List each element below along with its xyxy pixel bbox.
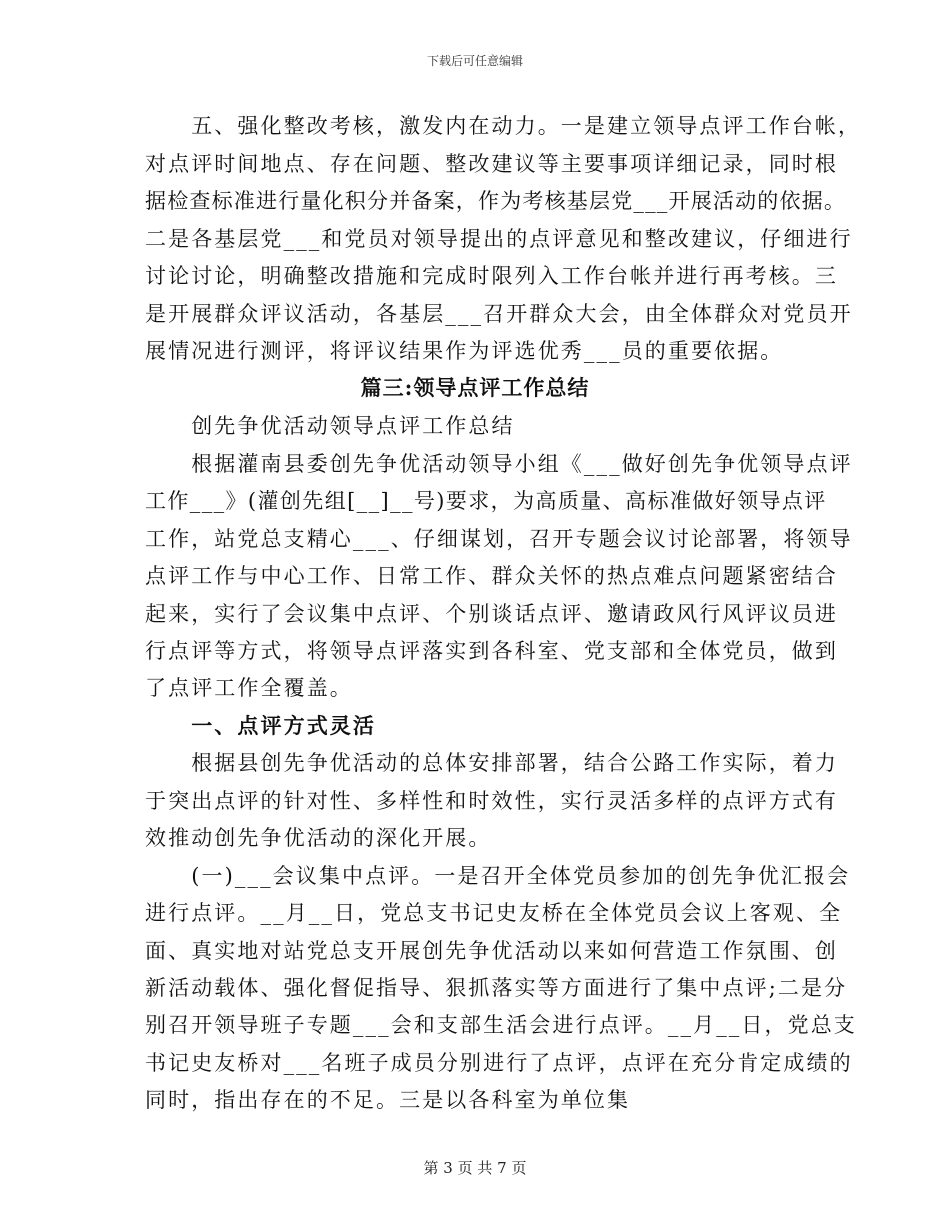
paragraph-line: 行点评等方式，将领导点评落实到各科室、党支部和全体党员，做到	[145, 639, 838, 663]
paragraph-line: 二是各基层党___和党员对领导提出的点评意见和整改建议，仔细进行	[145, 227, 853, 251]
page-header: 下载后可任意编辑	[426, 54, 523, 68]
paragraph-line: 五、强化整改考核，激发内在动力。一是建立领导点评工作台帐，	[145, 114, 862, 138]
paragraph-line: 对点评时间地点、存在问题、整改建议等主要事项详细记录，同时根	[145, 152, 838, 176]
paragraph-line: 据检查标准进行量化积分并备案，作为考核基层党___开展活动的依据。	[145, 189, 847, 213]
paragraph-line: 进行点评。__月__日，党总支书记史友桥在全体党员会议上客观、全	[145, 901, 843, 925]
paragraph-line: 点评工作与中心工作、日常工作、群众关怀的热点难点问题紧密结合	[145, 564, 838, 588]
paragraph-line: 讨论讨论，明确整改措施和完成时限列入工作台帐并进行再考核。三	[145, 264, 838, 288]
paragraph-line: 工作，站党总支精心___、仔细谋划，召开专题会议讨论部署，将领导	[145, 527, 853, 551]
paragraph-line: 工作___》(灌创先组[__]__号)要求，为高质量、高标准做好领导点评	[145, 489, 827, 513]
paragraph-line: 书记史友桥对___名班子成员分别进行了点评，点评在充分肯定成绩的	[145, 1051, 853, 1075]
section-title: 篇三:领导点评工作总结	[360, 375, 590, 400]
subsection-heading: 一、点评方式灵活	[145, 713, 376, 738]
paragraph-line: 了点评工作全覆盖。	[145, 676, 353, 700]
paragraph-line: 效推动创先争优活动的深化开展。	[145, 826, 492, 850]
paragraph-line: 根据灌南县委创先争优活动领导小组《___做好创先争优领导点评	[145, 452, 853, 476]
paragraph-line: 于突出点评的针对性、多样性和时效性，实行灵活多样的点评方式有	[145, 789, 838, 813]
article-title: 创先争优活动领导点评工作总结	[145, 414, 515, 438]
paragraph-line: 别召开领导班子专题___会和支部生活会进行点评。__月__日，党总支	[145, 1013, 857, 1037]
page-number: 第 3 页 共 7 页	[423, 1159, 527, 1177]
paragraph-line: 新活动载体、强化督促指导、狠抓落实等方面进行了集中点评;二是分	[145, 976, 848, 1000]
paragraph-line: 起来，实行了会议集中点评、个别谈话点评、邀请政风行风评议员进	[145, 602, 838, 626]
paragraph-line: 是开展群众评议活动，各基层___召开群众大会，由全体群众对党员开	[145, 302, 853, 326]
paragraph-line: (一)___会议集中点评。一是召开全体党员参加的创先争优汇报会	[145, 864, 851, 888]
paragraph-line: 根据县创先争优活动的总体安排部署，结合公路工作实际，着力	[145, 751, 838, 775]
paragraph-line: 展情况进行测评，将评议结果作为评选优秀___员的重要依据。	[145, 339, 784, 363]
paragraph-line: 面、真实地对站党总支开展创先争优活动以来如何营造工作氛围、创	[145, 939, 838, 963]
paragraph-line: 同时，指出存在的不足。三是以各科室为单位集	[145, 1088, 631, 1112]
